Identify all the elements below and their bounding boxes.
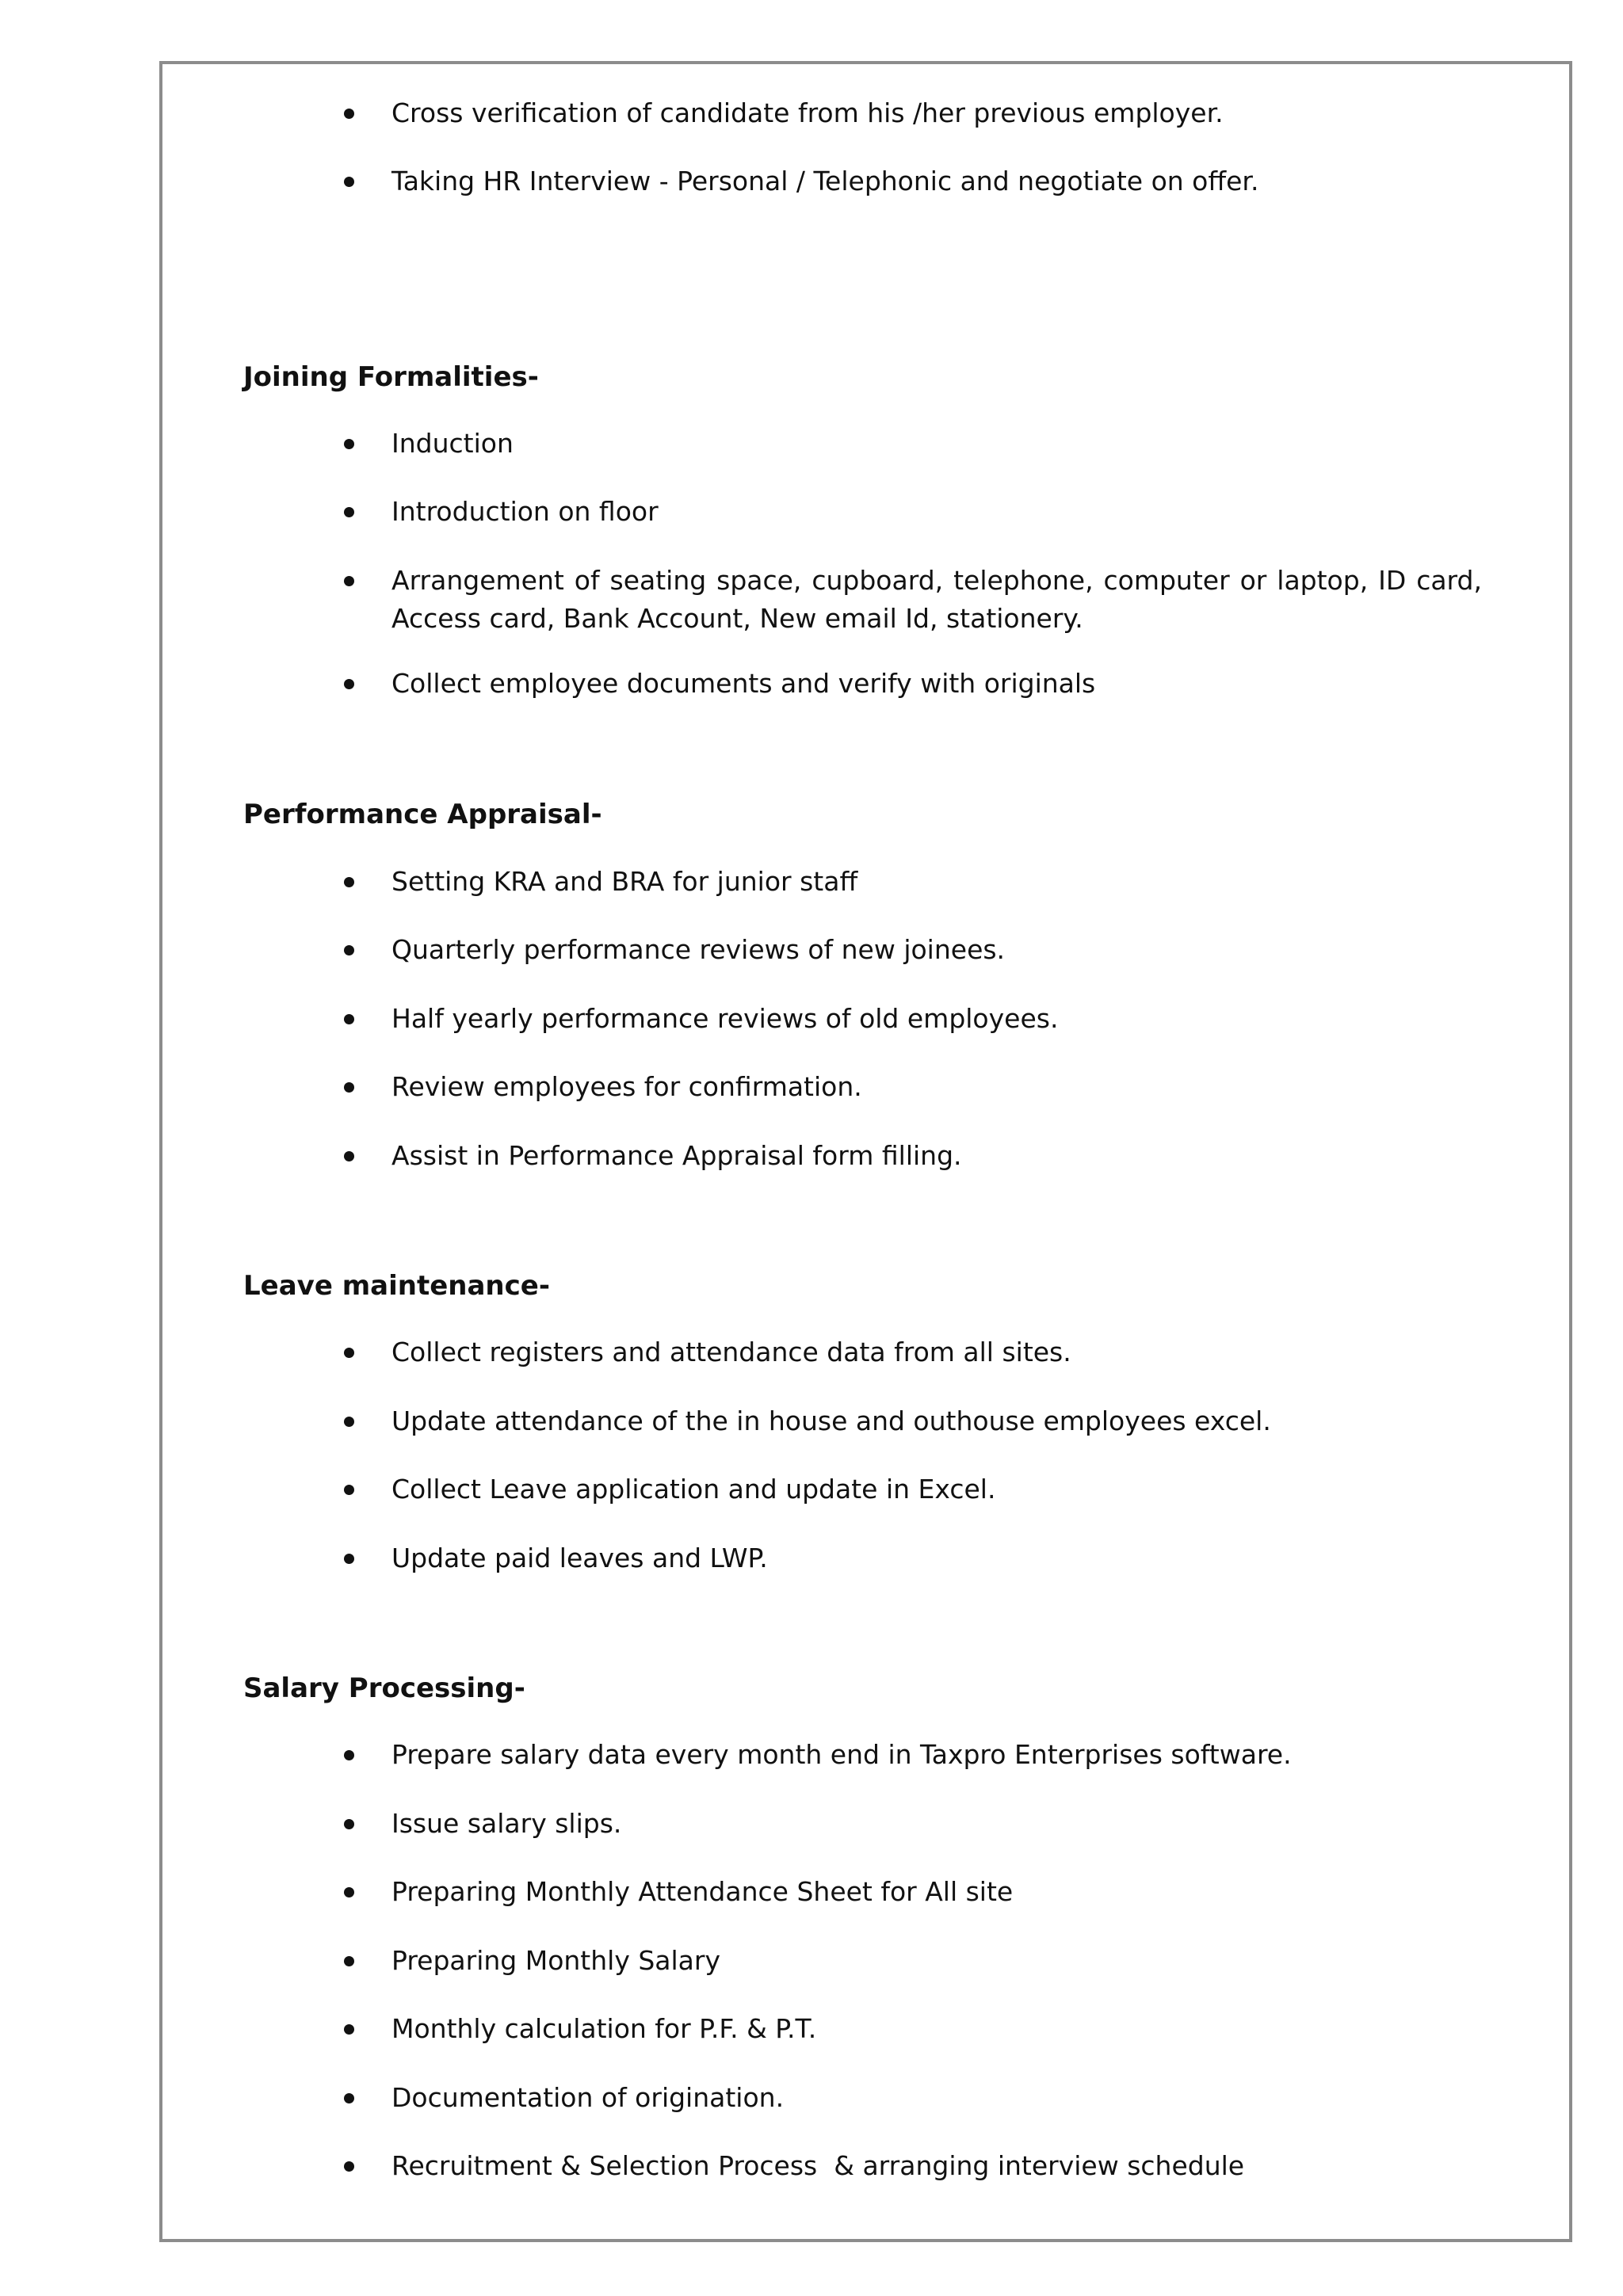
bullet-icon bbox=[341, 1736, 357, 1774]
bullet-icon bbox=[341, 1539, 357, 1577]
list-item: Quarterly performance reviews of new joinees. bbox=[391, 934, 1006, 965]
list-item: Preparing Monthly Salary bbox=[391, 1945, 720, 1976]
list-item: Half yearly performance reviews of old employees. bbox=[391, 1003, 1059, 1034]
section-heading-joining: Joining Formalities- bbox=[243, 361, 539, 393]
bullet-icon bbox=[341, 425, 357, 463]
list-item: Collect Leave application and update in Excel. bbox=[391, 1474, 996, 1505]
bullet-icon bbox=[341, 1470, 357, 1508]
bullet-icon bbox=[341, 863, 357, 901]
bullet-icon bbox=[341, 1137, 357, 1175]
bullet-icon bbox=[341, 1873, 357, 1911]
list-item: Arrangement of seating space, cupboard, telephone, computer or laptop, ID card, bbox=[391, 565, 1482, 596]
bullet-icon bbox=[341, 162, 357, 200]
section-heading-salary: Salary Processing- bbox=[243, 1672, 525, 1704]
bullet-icon bbox=[341, 1942, 357, 1980]
list-item: Monthly calculation for P.F. & P.T. bbox=[391, 2013, 817, 2044]
list-item: Prepare salary data every month end in Taxpro Enterprises software. bbox=[391, 1739, 1292, 1770]
bullet-icon bbox=[341, 665, 357, 703]
bullet-icon bbox=[341, 1805, 357, 1843]
bullet-icon bbox=[341, 931, 357, 969]
list-item-continuation: Access card, Bank Account, New email Id, stationery. bbox=[391, 603, 1083, 634]
bullet-icon bbox=[341, 1068, 357, 1106]
list-item: Preparing Monthly Attendance Sheet for All site bbox=[391, 1876, 1014, 1907]
list-item: Induction bbox=[391, 428, 514, 459]
list-item: Taking HR Interview - Personal / Telephonic and negotiate on offer. bbox=[391, 166, 1259, 196]
bullet-icon bbox=[341, 493, 357, 531]
list-item: Update paid leaves and LWP. bbox=[391, 1543, 768, 1573]
list-item: Review employees for confirmation. bbox=[391, 1071, 862, 1102]
bullet-icon bbox=[341, 1333, 357, 1371]
list-item: Recruitment & Selection Process & arranging interview schedule bbox=[391, 2150, 1245, 2181]
list-item: Update attendance of the in house and outhouse employees excel. bbox=[391, 1405, 1271, 1436]
bullet-icon bbox=[341, 2079, 357, 2117]
list-item: Introduction on floor bbox=[391, 496, 659, 527]
section-heading-leave: Leave maintenance- bbox=[243, 1270, 550, 1302]
bullet-icon bbox=[341, 2010, 357, 2048]
list-item: Setting KRA and BRA for junior staff bbox=[391, 866, 858, 897]
list-item: Collect employee documents and verify with originals bbox=[391, 668, 1096, 699]
bullet-icon bbox=[341, 2147, 357, 2185]
list-item: Issue salary slips. bbox=[391, 1808, 622, 1839]
list-item: Collect registers and attendance data from all sites. bbox=[391, 1337, 1071, 1367]
bullet-icon bbox=[341, 94, 357, 132]
bullet-icon bbox=[341, 1402, 357, 1440]
list-item: Cross verification of candidate from his /her previous employer. bbox=[391, 97, 1224, 128]
bullet-icon bbox=[341, 562, 357, 600]
section-heading-performance: Performance Appraisal- bbox=[243, 799, 602, 830]
bullet-icon bbox=[341, 1000, 357, 1038]
list-item: Documentation of origination. bbox=[391, 2082, 785, 2113]
list-item: Assist in Performance Appraisal form filling. bbox=[391, 1140, 962, 1171]
